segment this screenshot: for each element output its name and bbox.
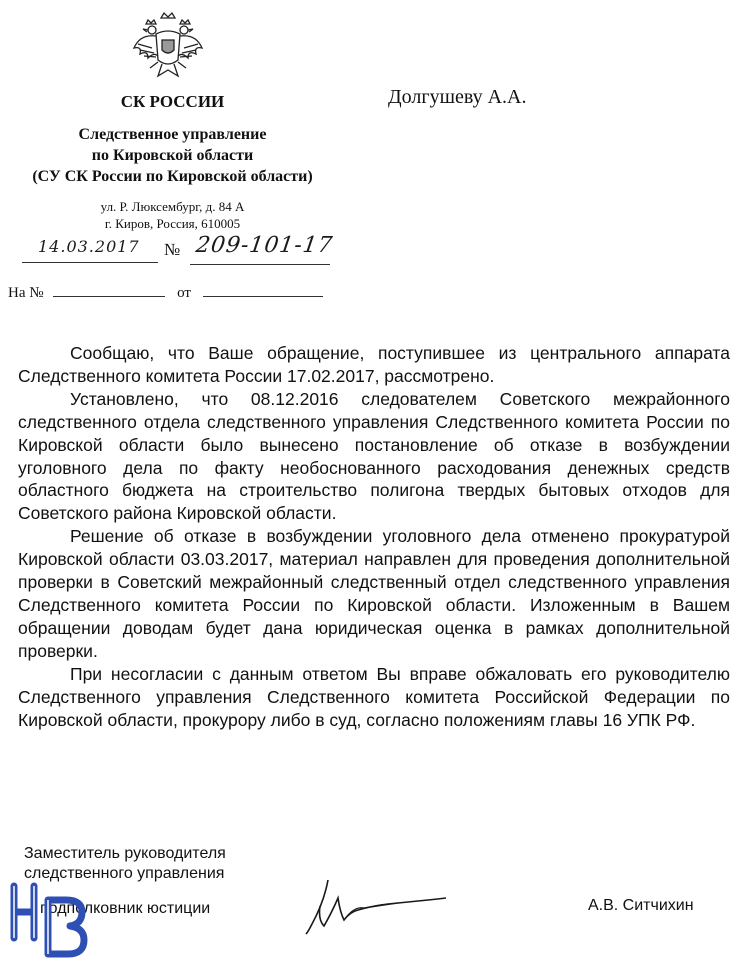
reference-date-blank [203, 284, 323, 297]
org-address [0, 198, 345, 232]
signatory-title-line: Заместитель руководителя [24, 845, 226, 862]
body-paragraph: Сообщаю, что Ваше обращение, поступившее из центрального аппарата Следственного комитета России 17.02.2017, рассмотрено. [18, 343, 730, 386]
nv-monogram-logo-icon [4, 878, 96, 960]
reference-on-no-label: На № [8, 285, 44, 301]
letter-body [18, 342, 730, 731]
registration-date: 14.03.2017 [38, 237, 140, 256]
org-full-line: (СУ СК России по Кировской области) [32, 168, 313, 185]
address-line: г. Киров, Россия, 610005 [104, 216, 241, 231]
body-paragraph: Установлено, что 08.12.2016 следователем Советского межрайонного следственного отдела следственного управления Следственного комитета России по Кировской области было вынесено постановление об отказе в возбуждении уголовного дела по факту необоснованного расходования денежных средств областного бюджета на строительство полигона твердых бытовых отходов для Советского района Кировской области. [18, 388, 730, 524]
signatory-rank: подполковник юстиции [40, 900, 211, 917]
reference-number-blank [53, 284, 165, 297]
number-sign: № [164, 240, 181, 259]
number-underline [190, 264, 330, 265]
body-paragraph: При несогласии с данным ответом Вы вправе обжаловать его руководителю Следственного управления Следственного комитета Российской Федерации по Кировской области, прокурору либо в суд, согласно положениям главы 16 УПК РФ. [18, 663, 730, 730]
registration-number: 209-101-17 [194, 233, 335, 258]
double-headed-eagle-emblem-icon [128, 8, 208, 88]
handwritten-signature [298, 872, 448, 942]
org-full-name [0, 124, 345, 187]
org-full-line: по Кировской области [91, 147, 254, 164]
addressee: Долгушеву А.А. [388, 86, 527, 108]
reference-line [8, 284, 323, 302]
signatory-title-line: следственного управления [24, 865, 225, 882]
org-full-line: Следственное управление [78, 126, 267, 143]
org-short-name: СК РОССИИ [120, 92, 225, 111]
signatory-name: А.В. Ситчихин [588, 897, 694, 914]
body-paragraph: Решение об отказе в возбуждении уголовного дела отменено прокуратурой Кировской области 03.03.2017, материал направлен для проведения дополнительной проверки в Советский межрайонный следственный отдел следственного управления Следственного комитета России по Кировской области. Изложенным в Вашем обращении доводам будет дана юридическая оценка в рамках дополнительной проверки. [18, 526, 730, 661]
date-underline [22, 262, 158, 263]
address-line: ул. Р. Люксембург, д. 84 А [100, 199, 245, 214]
reference-from-label: от [177, 285, 191, 301]
